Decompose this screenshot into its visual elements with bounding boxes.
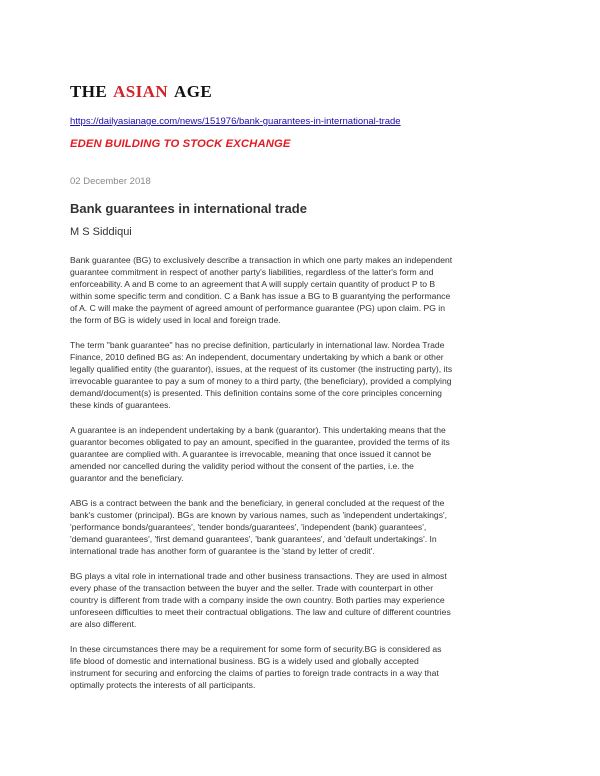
text-line: guarantor becomes obligated to pay an amount, specified in the guarantee, provided the terms of its bbox=[70, 437, 450, 447]
article-url-link[interactable]: https://dailyasianage.com/news/151976/bank-guarantees-in-international-trade bbox=[70, 116, 401, 127]
text-line: amended nor cancelled during the validity period without the consent of the parties, i.e. the bbox=[70, 461, 414, 471]
text-line: are also different. bbox=[70, 619, 137, 629]
text-line: demand/document(s) is presented. This definition contains some of the core principles concerning bbox=[70, 388, 442, 398]
paragraph-1 bbox=[70, 254, 538, 326]
text-line: international trade has another form of guarantee is the 'stand by letter of credit'. bbox=[70, 546, 375, 556]
asian-age-logo bbox=[70, 82, 212, 102]
logo-word-age: AGE bbox=[174, 82, 213, 101]
article-body bbox=[70, 254, 538, 704]
paragraph-3 bbox=[70, 424, 538, 484]
text-line: guarantee are complied with. A guarantee is irrevocable, meaning that once issued it cannot be bbox=[70, 449, 432, 459]
text-line: guarantor and the beneficiary. bbox=[70, 473, 184, 483]
text-line: these kinds of guarantees. bbox=[70, 400, 171, 410]
paragraph-6 bbox=[70, 643, 538, 691]
text-line: A guarantee is an independent undertaking by a bank (guarantor). This undertaking means that the bbox=[70, 425, 446, 435]
text-line: within some specific term and condition. C a Bank has issue a BG to B guarantying the performance bbox=[70, 291, 451, 301]
text-line: optimally protects the interests of all participants. bbox=[70, 680, 256, 690]
logo-word-the: THE bbox=[70, 82, 108, 101]
paragraph-4 bbox=[70, 497, 538, 557]
text-line: The term "bank guarantee" has no precise definition, particularly in international law. Nordea Trade bbox=[70, 340, 445, 350]
text-line: guarantee commitment in respect of another party's liabilities, regardless of the latter's form and bbox=[70, 267, 434, 277]
logo-word-asian: ASIAN bbox=[113, 82, 169, 101]
text-line: life blood of domestic and international business. BG is a widely used and globally accepted bbox=[70, 656, 419, 666]
text-line: In these circumstances there may be a requirement for some form of security.BG is considered as bbox=[70, 644, 442, 654]
text-line: of A. C will make the payment of agreed amount of performance guarantee (PG) upon claim. PG in bbox=[70, 303, 445, 313]
text-line: Bank guarantee (BG) to exclusively describe a transaction in which one party makes an independent bbox=[70, 255, 453, 265]
author-byline: M S Siddiqui bbox=[70, 226, 132, 238]
text-line: bank's customer (principal). BGs are known by various names, such as 'independent undertakings', bbox=[70, 510, 448, 520]
text-line: enforceability. A and B come to an agreement that A will supply certain quantity of product P to B bbox=[70, 279, 436, 289]
text-line: the form of BG is widely used in local and foreign trade. bbox=[70, 315, 281, 325]
text-line: 'demand guarantees', 'first demand guarantees', 'bank guarantees', and 'default undertakings'. In bbox=[70, 534, 437, 544]
text-line: BG plays a vital role in international trade and other business transactions. They are used in almost bbox=[70, 571, 447, 581]
text-line: country is different from trade with a company inside the own country. Both parties may experience bbox=[70, 595, 445, 605]
text-line: 'performance bonds/guarantees', 'tender bonds/guarantees', 'independent (bank) guarantees', bbox=[70, 522, 427, 532]
text-line: ABG is a contract between the bank and the beneficiary, in general concluded at the request of the bbox=[70, 498, 445, 508]
text-line: irrevocable guarantee to pay a sum of money to a third party, (the beneficiary), provided a complying bbox=[70, 376, 452, 386]
paragraph-2 bbox=[70, 339, 538, 411]
text-line: Finance, 2010 defined BG as: An independent, documentary undertaking by which a bank or other bbox=[70, 352, 444, 362]
text-line: every phase of the transaction between the buyer and the seller. Trade with counterpart in other bbox=[70, 583, 434, 593]
paragraph-5 bbox=[70, 570, 538, 630]
publish-date: 02 December 2018 bbox=[70, 176, 151, 187]
text-line: unforeseen difficulties to meet their contractual obligations. The law and culture of different countries bbox=[70, 607, 451, 617]
article-title: Bank guarantees in international trade bbox=[70, 201, 307, 216]
section-heading: EDEN BUILDING TO STOCK EXCHANGE bbox=[70, 138, 291, 150]
text-line: legally qualified entity (the guarantor), issues, at the request of its customer (the instructing party), its bbox=[70, 364, 453, 374]
text-line: instrument for securing and enforcing the claims of parties to foreign trade contracts in a way that bbox=[70, 668, 439, 678]
